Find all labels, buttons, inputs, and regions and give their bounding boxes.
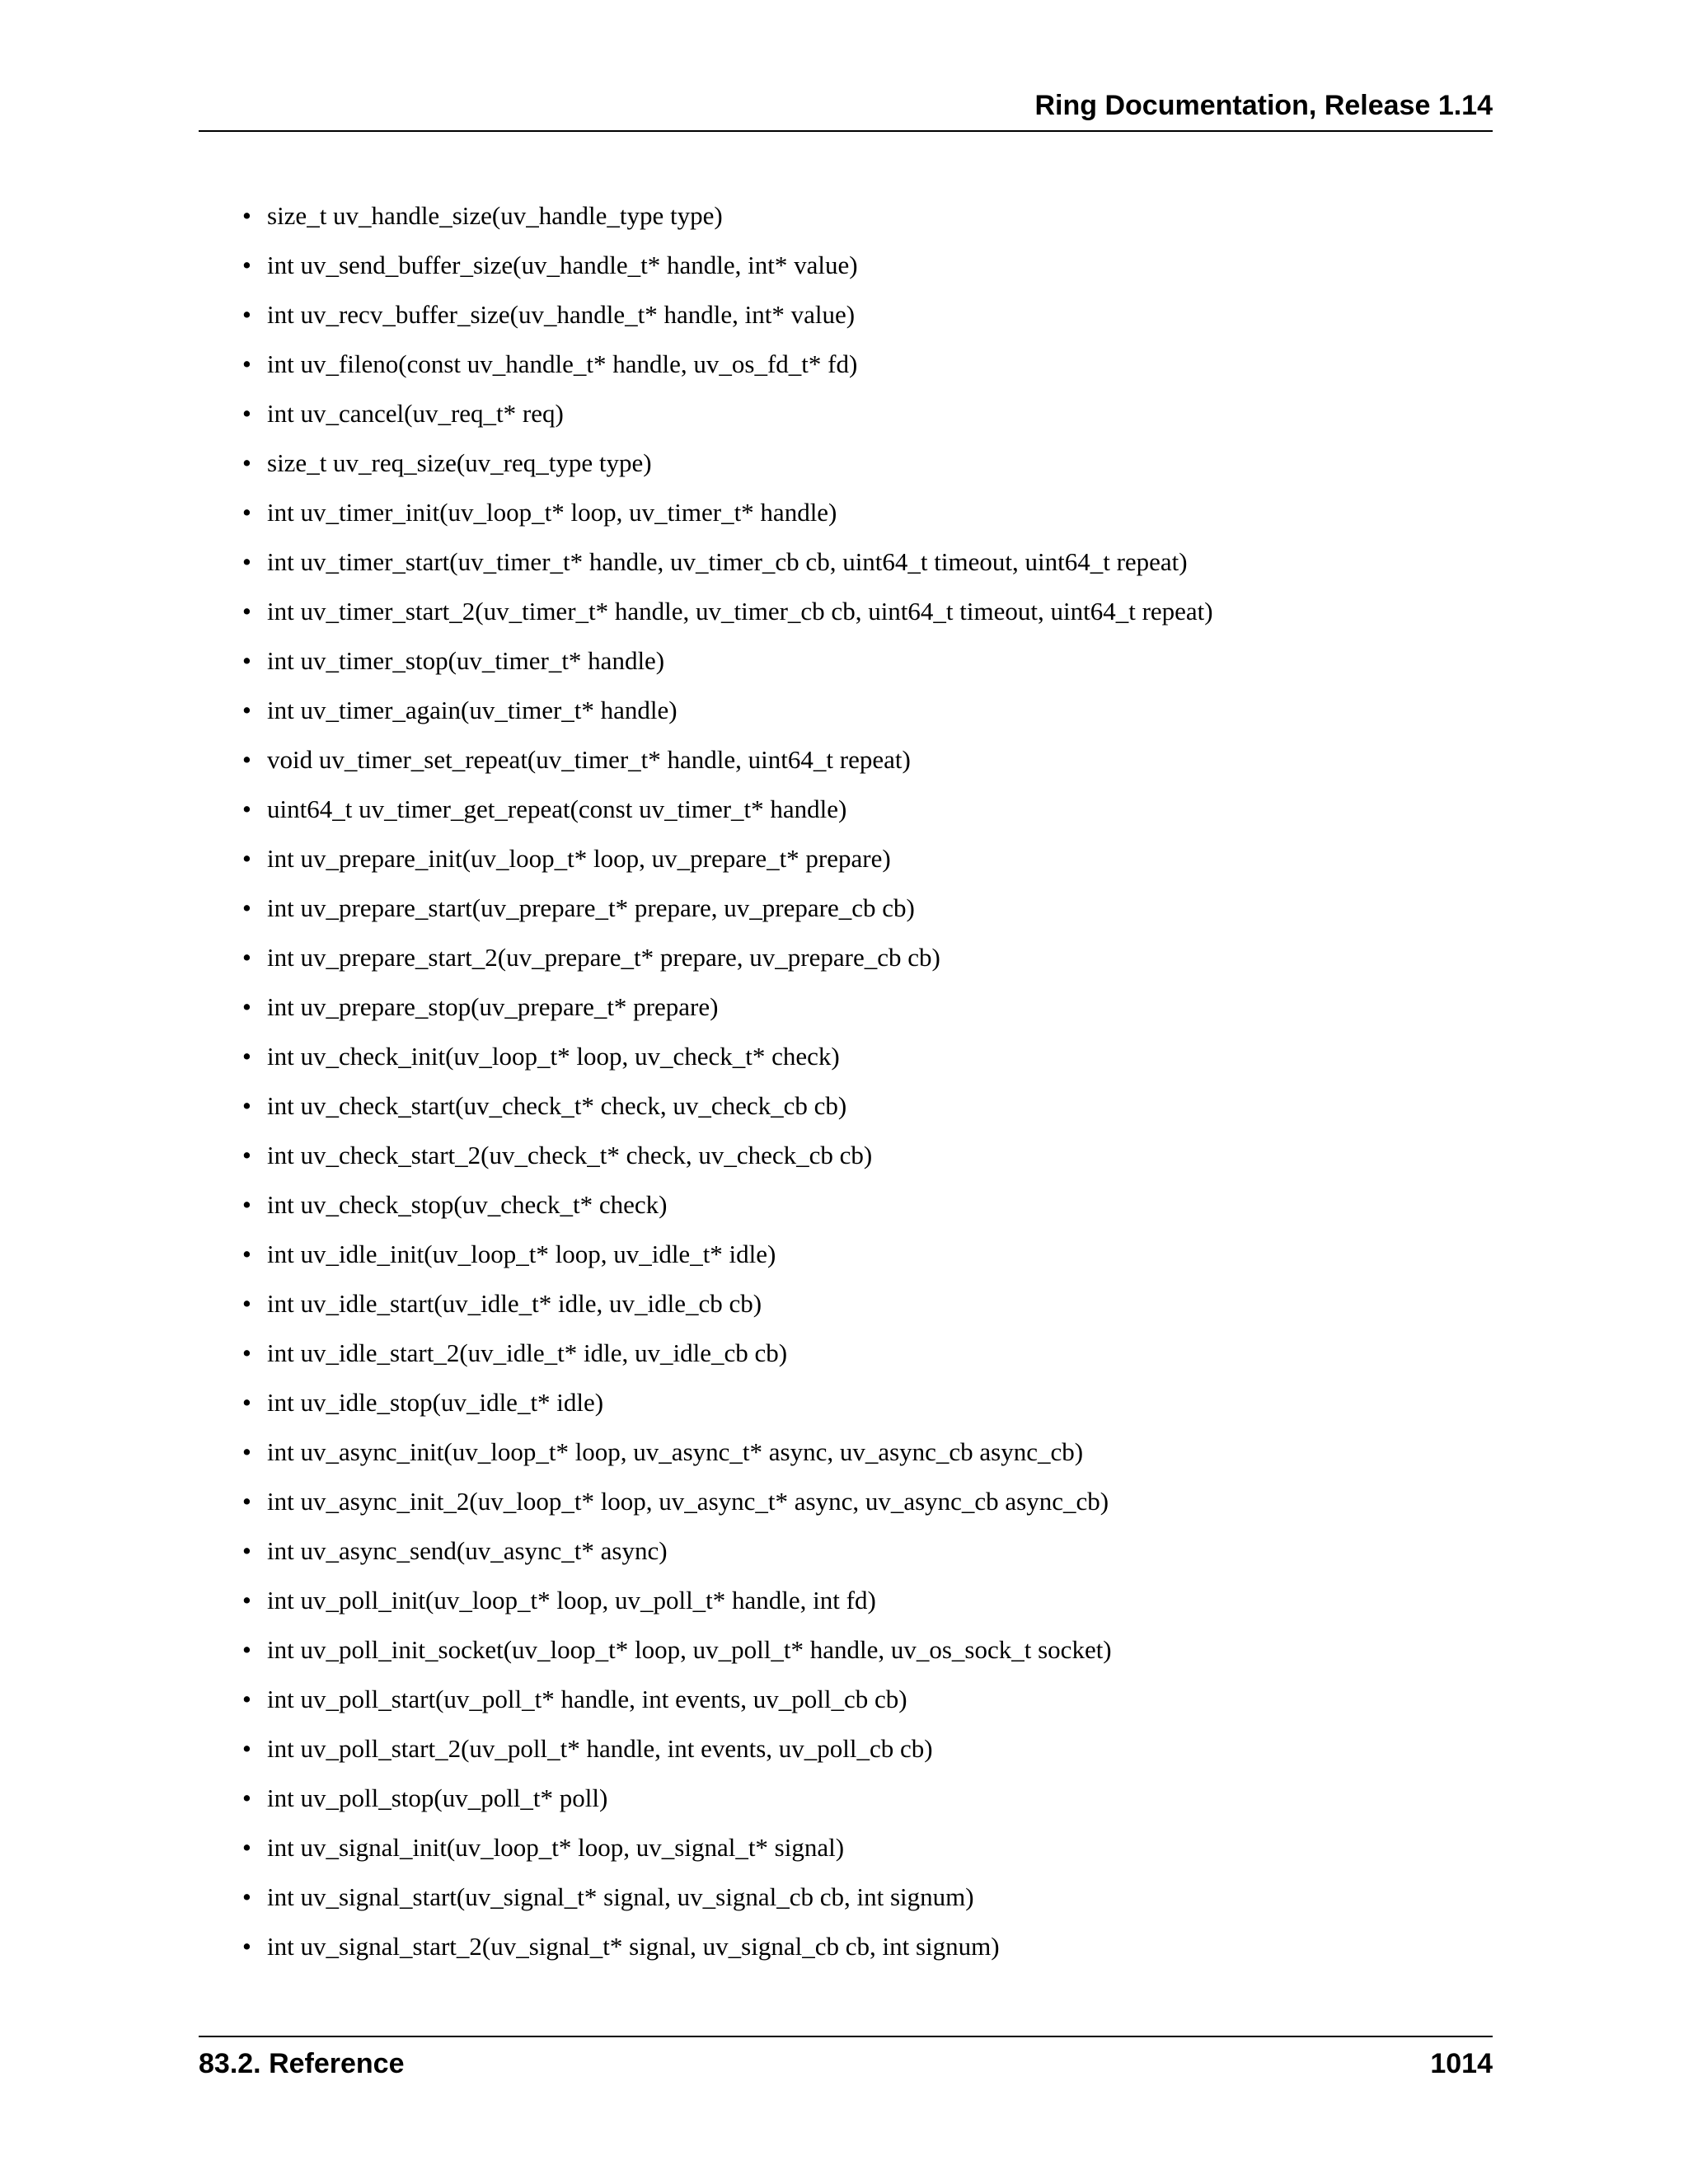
list-item bbox=[239, 1483, 1213, 1533]
page-number: 1014 bbox=[1430, 2048, 1493, 2079]
list-item bbox=[239, 1533, 1213, 1582]
bullet-icon: • bbox=[242, 696, 251, 724]
bullet-icon: • bbox=[242, 1783, 251, 1812]
bullet-icon: • bbox=[242, 498, 251, 527]
function-signature: int uv_idle_stop(uv_idle_t* idle) bbox=[267, 1388, 604, 1417]
list-item bbox=[239, 297, 1213, 346]
function-signature: size_t uv_handle_size(uv_handle_type type) bbox=[267, 201, 723, 230]
function-signature: int uv_poll_init(uv_loop_t* loop, uv_poll_t* handle, int fd) bbox=[267, 1586, 876, 1615]
bullet-icon: • bbox=[242, 745, 251, 774]
function-signature: int uv_signal_init(uv_loop_t* loop, uv_signal_t* signal) bbox=[267, 1833, 845, 1862]
function-signature: int uv_timer_stop(uv_timer_t* handle) bbox=[267, 646, 665, 675]
function-signature: int uv_poll_start_2(uv_poll_t* handle, int events, uv_poll_cb cb) bbox=[267, 1734, 933, 1763]
function-signature: int uv_send_buffer_size(uv_handle_t* handle, int* value) bbox=[267, 251, 858, 279]
list-item bbox=[239, 1830, 1213, 1879]
page-header bbox=[199, 89, 1493, 132]
list-item bbox=[239, 396, 1213, 445]
list-item bbox=[239, 1929, 1213, 1978]
list-item bbox=[239, 1434, 1213, 1483]
list-item bbox=[239, 247, 1213, 297]
list-item bbox=[239, 643, 1213, 692]
list-item bbox=[239, 989, 1213, 1038]
bullet-icon: • bbox=[242, 597, 251, 626]
function-signature: int uv_poll_init_socket(uv_loop_t* loop, uv_poll_t* handle, uv_os_sock_t socket) bbox=[267, 1635, 1112, 1664]
list-item bbox=[239, 1731, 1213, 1780]
bullet-icon: • bbox=[242, 1536, 251, 1565]
bullet-icon: • bbox=[242, 844, 251, 873]
function-signature: int uv_async_init_2(uv_loop_t* loop, uv_async_t* async, uv_async_cb async_cb) bbox=[267, 1487, 1109, 1516]
bullet-icon: • bbox=[242, 1437, 251, 1466]
bullet-icon: • bbox=[242, 1338, 251, 1367]
list-item bbox=[239, 1088, 1213, 1137]
function-signature: int uv_cancel(uv_req_t* req) bbox=[267, 399, 564, 428]
function-signature: int uv_timer_start_2(uv_timer_t* handle, uv_timer_cb cb, uint64_t timeout, uint64_t repeat) bbox=[267, 597, 1213, 626]
list-item bbox=[239, 742, 1213, 791]
bullet-icon: • bbox=[242, 1635, 251, 1664]
bullet-icon: • bbox=[242, 349, 251, 378]
list-item bbox=[239, 494, 1213, 544]
function-signature: int uv_prepare_start(uv_prepare_t* prepare, uv_prepare_cb cb) bbox=[267, 893, 915, 922]
list-item bbox=[239, 890, 1213, 940]
bullet-icon: • bbox=[242, 1586, 251, 1615]
list-item bbox=[239, 1286, 1213, 1335]
list-item bbox=[239, 1385, 1213, 1434]
list-item bbox=[239, 841, 1213, 890]
list-item bbox=[239, 1137, 1213, 1187]
function-signature: int uv_check_init(uv_loop_t* loop, uv_check_t* check) bbox=[267, 1042, 840, 1071]
bullet-icon: • bbox=[242, 1091, 251, 1120]
list-item bbox=[239, 1681, 1213, 1731]
function-signature: int uv_idle_init(uv_loop_t* loop, uv_idle_t* idle) bbox=[267, 1240, 776, 1268]
bullet-icon: • bbox=[242, 1388, 251, 1417]
list-item bbox=[239, 544, 1213, 593]
bullet-icon: • bbox=[242, 1289, 251, 1318]
function-signature: int uv_check_start_2(uv_check_t* check, uv_check_cb cb) bbox=[267, 1141, 873, 1169]
function-signature: int uv_timer_init(uv_loop_t* loop, uv_timer_t* handle) bbox=[267, 498, 837, 527]
bullet-icon: • bbox=[242, 794, 251, 823]
function-signature: int uv_prepare_stop(uv_prepare_t* prepare) bbox=[267, 992, 719, 1021]
function-signature: int uv_fileno(const uv_handle_t* handle, uv_os_fd_t* fd) bbox=[267, 349, 858, 378]
function-signature: int uv_idle_start_2(uv_idle_t* idle, uv_idle_cb cb) bbox=[267, 1338, 788, 1367]
bullet-icon: • bbox=[242, 1190, 251, 1219]
function-signature: int uv_async_init(uv_loop_t* loop, uv_async_t* async, uv_async_cb async_cb) bbox=[267, 1437, 1084, 1466]
function-signature: int uv_signal_start_2(uv_signal_t* signal, uv_signal_cb cb, int signum) bbox=[267, 1932, 1000, 1961]
list-item bbox=[239, 1038, 1213, 1088]
bullet-icon: • bbox=[242, 547, 251, 576]
list-item bbox=[239, 1632, 1213, 1681]
function-signature: int uv_prepare_init(uv_loop_t* loop, uv_prepare_t* prepare) bbox=[267, 844, 891, 873]
function-signature: size_t uv_req_size(uv_req_type type) bbox=[267, 448, 652, 477]
function-signature: int uv_recv_buffer_size(uv_handle_t* handle, int* value) bbox=[267, 300, 856, 329]
list-item bbox=[239, 1780, 1213, 1830]
bullet-icon: • bbox=[242, 1685, 251, 1713]
bullet-icon: • bbox=[242, 992, 251, 1021]
function-signature: int uv_timer_start(uv_timer_t* handle, uv_timer_cb cb, uint64_t timeout, uint64_t repeat) bbox=[267, 547, 1188, 576]
function-signature: int uv_prepare_start_2(uv_prepare_t* prepare, uv_prepare_cb cb) bbox=[267, 943, 940, 972]
list-item bbox=[239, 346, 1213, 396]
list-item bbox=[239, 1236, 1213, 1286]
list-item bbox=[239, 1879, 1213, 1929]
bullet-icon: • bbox=[242, 399, 251, 428]
list-item bbox=[239, 692, 1213, 742]
list-item bbox=[239, 1335, 1213, 1385]
bullet-icon: • bbox=[242, 448, 251, 477]
function-signature: uint64_t uv_timer_get_repeat(const uv_timer_t* handle) bbox=[267, 794, 847, 823]
function-signature: int uv_poll_stop(uv_poll_t* poll) bbox=[267, 1783, 608, 1812]
bullet-icon: • bbox=[242, 201, 251, 230]
function-signature: int uv_async_send(uv_async_t* async) bbox=[267, 1536, 668, 1565]
function-signature: int uv_check_stop(uv_check_t* check) bbox=[267, 1190, 668, 1219]
list-item bbox=[239, 1582, 1213, 1632]
list-item bbox=[239, 445, 1213, 494]
bullet-icon: • bbox=[242, 1734, 251, 1763]
bullet-icon: • bbox=[242, 943, 251, 972]
list-item bbox=[239, 198, 1213, 247]
function-signature: int uv_poll_start(uv_poll_t* handle, int events, uv_poll_cb cb) bbox=[267, 1685, 907, 1713]
bullet-icon: • bbox=[242, 1833, 251, 1862]
header-title: Ring Documentation, Release 1.14 bbox=[1034, 90, 1493, 121]
bullet-icon: • bbox=[242, 646, 251, 675]
function-signature: int uv_signal_start(uv_signal_t* signal, uv_signal_cb cb, int signum) bbox=[267, 1882, 974, 1911]
function-signature: int uv_timer_again(uv_timer_t* handle) bbox=[267, 696, 678, 724]
function-signature: int uv_idle_start(uv_idle_t* idle, uv_idle_cb cb) bbox=[267, 1289, 762, 1318]
bullet-icon: • bbox=[242, 1487, 251, 1516]
page-footer bbox=[199, 2036, 1493, 2087]
bullet-icon: • bbox=[242, 1240, 251, 1268]
function-list bbox=[239, 198, 1213, 1978]
bullet-icon: • bbox=[242, 1932, 251, 1961]
bullet-icon: • bbox=[242, 300, 251, 329]
footer-section-title: 83.2. Reference bbox=[199, 2048, 405, 2079]
function-signature: int uv_check_start(uv_check_t* check, uv_check_cb cb) bbox=[267, 1091, 847, 1120]
bullet-icon: • bbox=[242, 251, 251, 279]
list-item bbox=[239, 791, 1213, 841]
list-item bbox=[239, 593, 1213, 643]
list-item bbox=[239, 940, 1213, 989]
list-item bbox=[239, 1187, 1213, 1236]
bullet-icon: • bbox=[242, 1882, 251, 1911]
bullet-icon: • bbox=[242, 893, 251, 922]
bullet-icon: • bbox=[242, 1141, 251, 1169]
bullet-icon: • bbox=[242, 1042, 251, 1071]
function-signature: void uv_timer_set_repeat(uv_timer_t* handle, uint64_t repeat) bbox=[267, 745, 911, 774]
